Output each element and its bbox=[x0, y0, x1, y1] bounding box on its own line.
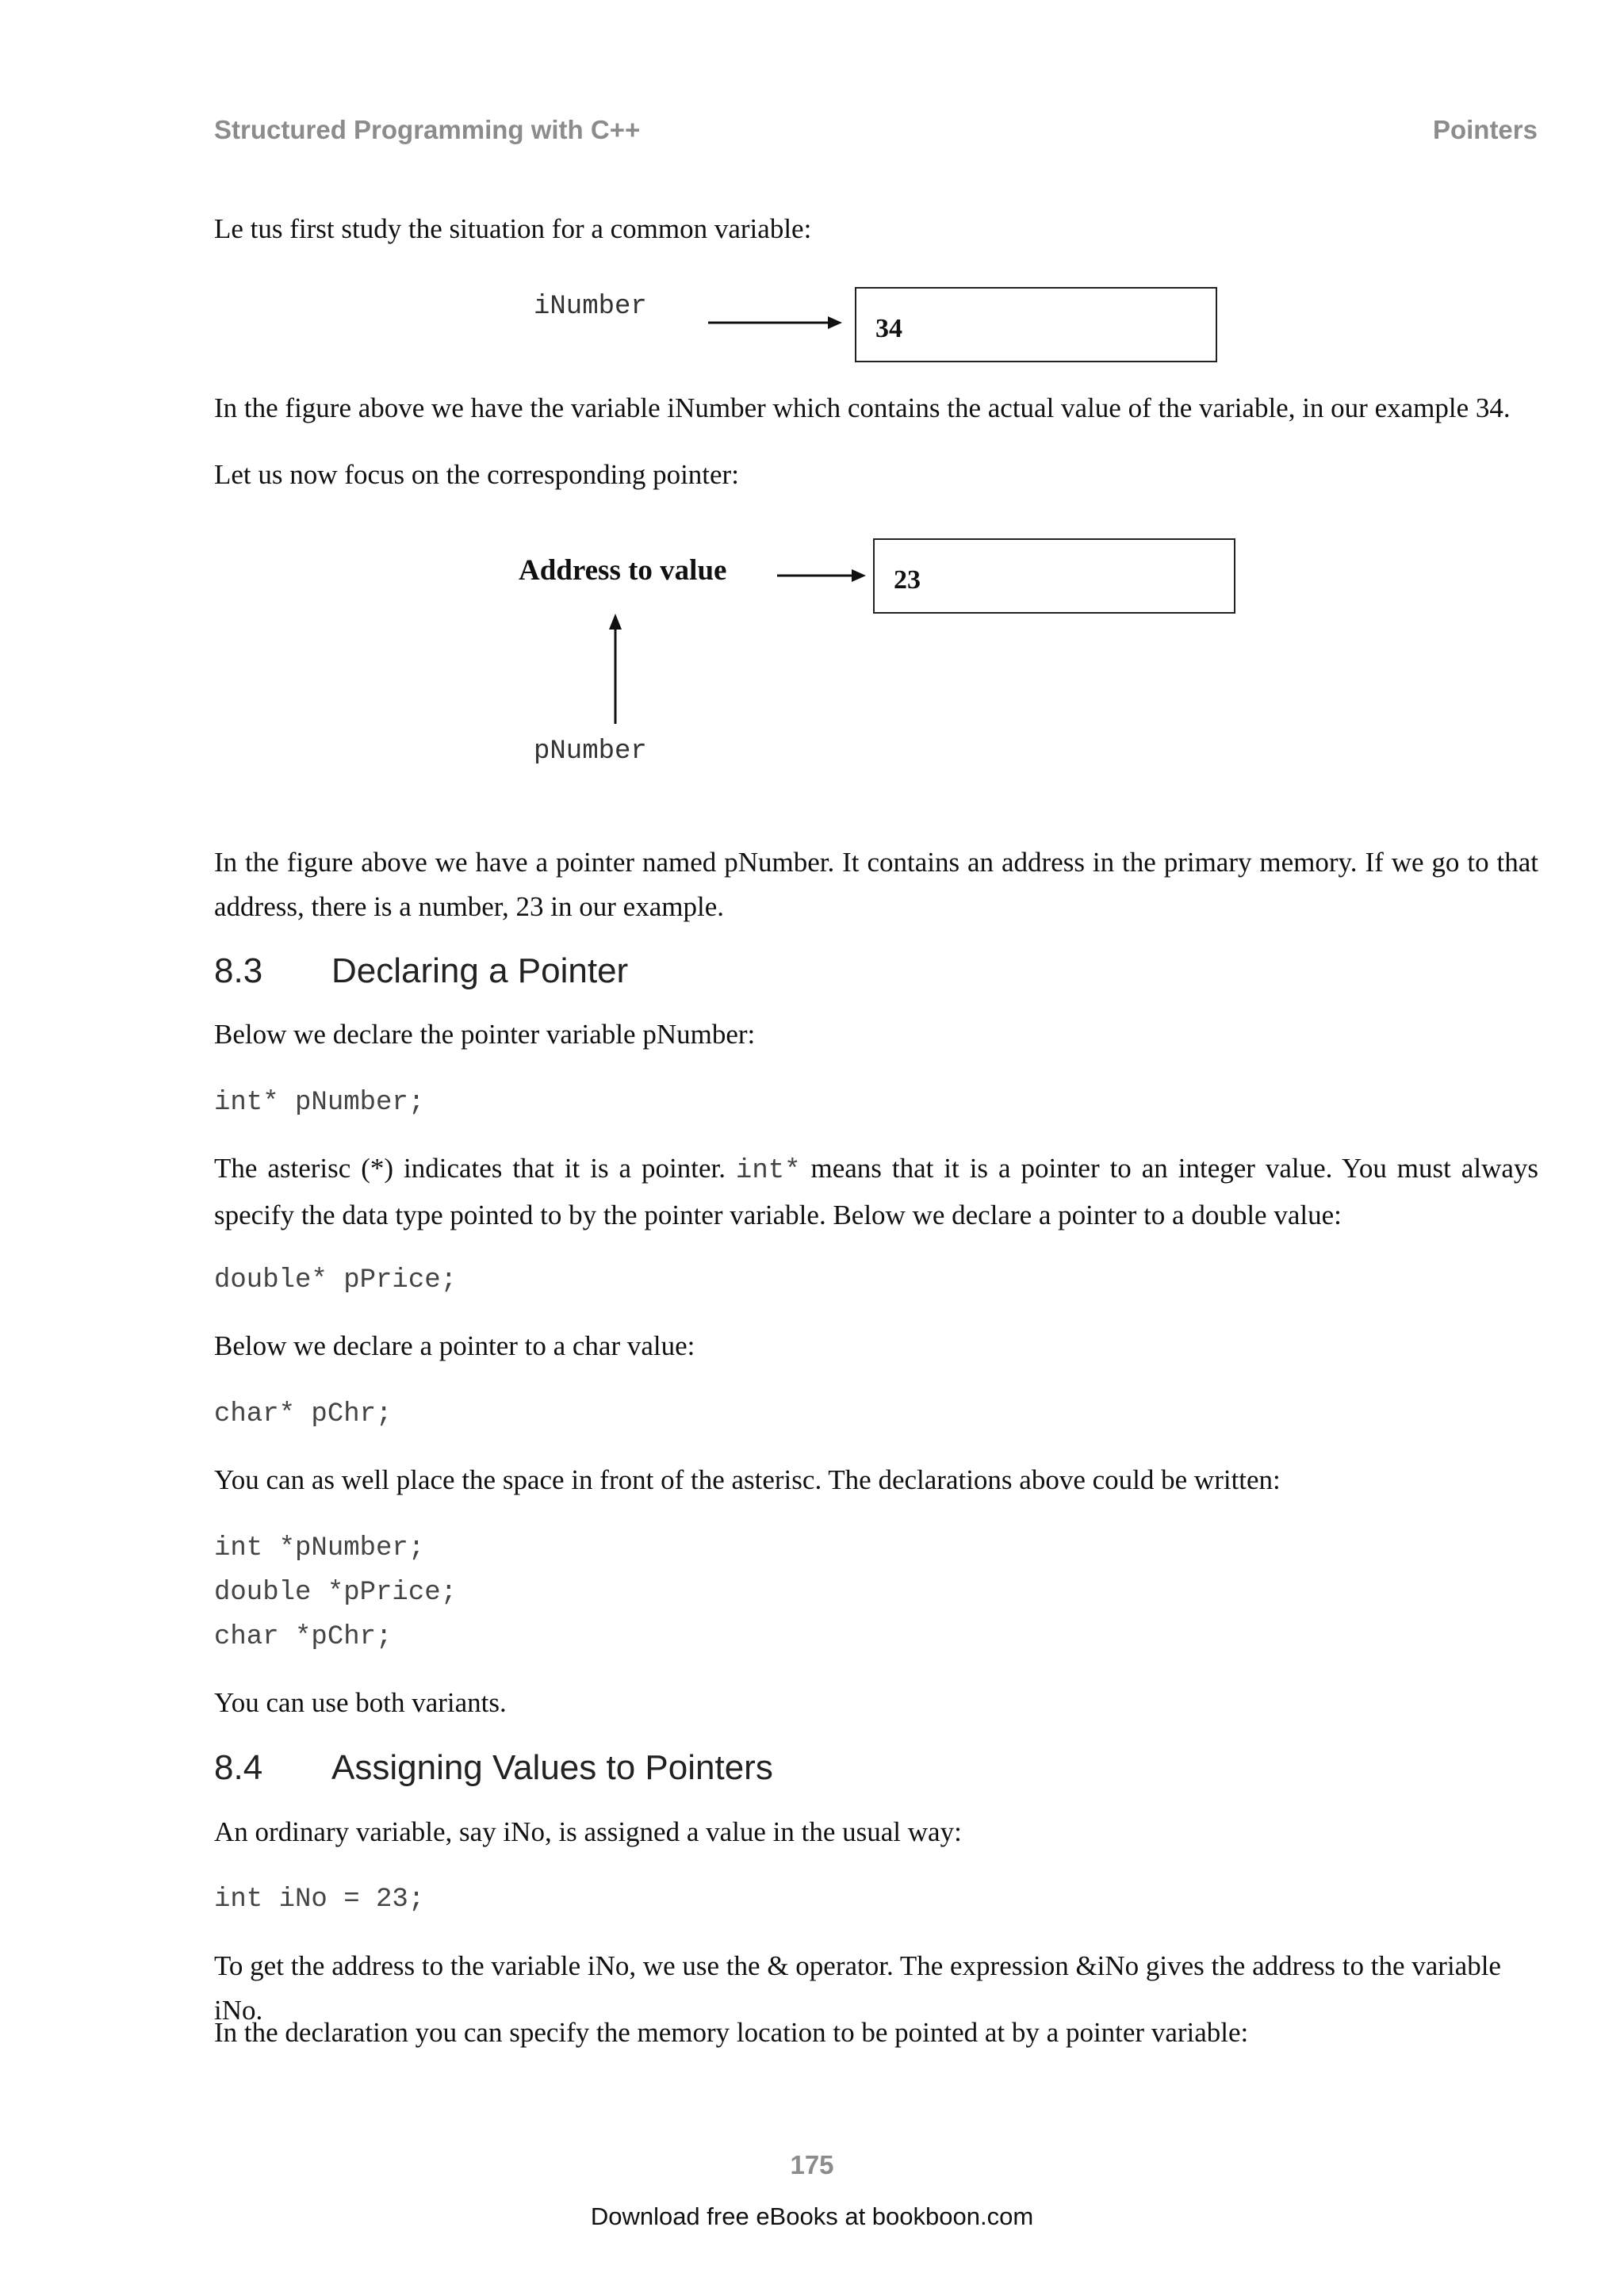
code-line: int* pNumber; bbox=[214, 1088, 425, 1118]
memory-cell-value: 34 bbox=[875, 314, 902, 343]
paragraph-text: The asterisc (*) indicates that it is a pointer. bbox=[214, 1153, 736, 1184]
code-line: char *pChr; bbox=[214, 1622, 393, 1652]
paragraph-both-variants: You can use both variants. bbox=[214, 1687, 507, 1718]
arrow-head-right-icon bbox=[828, 316, 842, 329]
section-heading-8-3 bbox=[214, 947, 628, 995]
paragraph-address-operator: To get the address to the variable iNo, we use the & operator. The expression &iNo gives the address to the variable iNo. bbox=[214, 1950, 1501, 2026]
inline-code: int* bbox=[735, 1156, 801, 1186]
page-number: 175 bbox=[790, 2150, 834, 2179]
pointer-variable-label: pNumber bbox=[534, 737, 647, 767]
paragraph-pointer-explanation: In the figure above we have a pointer named pNumber. It contains an address in the primary memory. If we go to that address, there is a number, 23 in our example. bbox=[214, 847, 1538, 922]
section-number: 8.4 bbox=[214, 1748, 263, 1787]
paragraph-intro: Le tus first study the situation for a common variable: bbox=[214, 213, 812, 244]
arrow-head-up-icon bbox=[609, 614, 622, 629]
paragraph-declare-pointer: Below we declare the pointer variable pNumber: bbox=[214, 1019, 756, 1050]
code-line: int iNo = 23; bbox=[214, 1885, 425, 1915]
paragraph-space-placement: You can as well place the space in front of the asterisc. The declarations above could be written: bbox=[214, 1464, 1281, 1495]
arrow-head-right-icon bbox=[852, 569, 866, 582]
section-title: Declaring a Pointer bbox=[331, 951, 629, 990]
section-heading-8-4 bbox=[214, 1744, 773, 1792]
running-header-title: Structured Programming with C++ bbox=[214, 115, 641, 144]
section-title: Assigning Values to Pointers bbox=[331, 1748, 773, 1787]
running-header-chapter: Pointers bbox=[1432, 115, 1538, 144]
code-line: char* pChr; bbox=[214, 1399, 393, 1429]
code-line: double* pPrice; bbox=[214, 1265, 458, 1295]
paragraph-variable-explanation: In the figure above we have the variable iNumber which contains the actual value of the variable, in our example 34. bbox=[214, 392, 1511, 423]
address-label: Address to value bbox=[519, 554, 727, 587]
code-line: double *pPrice; bbox=[214, 1578, 458, 1608]
paragraph-pointer-intro: Let us now focus on the corresponding pointer: bbox=[214, 459, 739, 490]
paragraph-char-pointer: Below we declare a pointer to a char value: bbox=[214, 1330, 695, 1361]
paragraph-asterisk-explanation bbox=[214, 1146, 1538, 1238]
diagram-variable-label: iNumber bbox=[534, 292, 647, 322]
code-line: int *pNumber; bbox=[214, 1533, 425, 1563]
section-number: 8.3 bbox=[214, 951, 263, 990]
paragraph-declaration-location: In the declaration you can specify the memory location to be pointed at by a pointer variable: bbox=[214, 2017, 1249, 2048]
download-footer-text: Download free eBooks at bookboon.com bbox=[590, 2202, 1034, 2230]
paragraph-ordinary-variable: An ordinary variable, say iNo, is assigned a value in the usual way: bbox=[214, 1816, 962, 1847]
paragraph-text: means that it is a pointer to an integer value. You must always specify the data type pointed to by the pointer variable. Below we declare a pointer to a double value: bbox=[214, 1153, 1538, 1230]
pointed-memory-cell-value: 23 bbox=[894, 565, 921, 595]
